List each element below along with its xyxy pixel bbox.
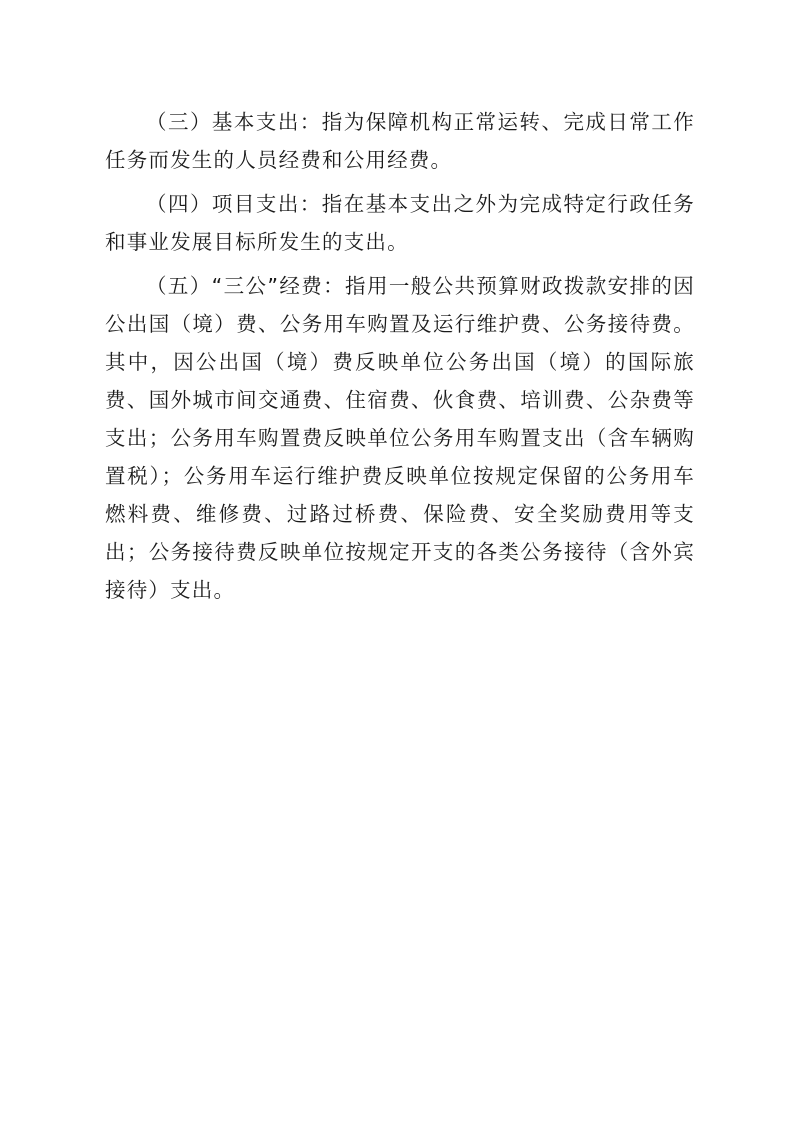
paragraph-project-expenditure: （四）项目支出：指在基本支出之外为完成特定行政任务和事业发展目标所发生的支出。 <box>105 192 695 254</box>
paragraph-three-public-expenses: （五）“三公”经费：指用一般公共预算财政拨款安排的因公出国（境）费、公务用车购置及运行维护费、公务接待费。其中，因公出国（境）费反映单位公务出国（境）的国际旅费、国外城市间交通费、住宿费、伙食费、培训费、公杂费等支出；公务用车购置费反映单位公务用车购置支出（含车辆购置税）；公务用车运行维护费反映单位按规定保留的公务用车燃料费、维修费、过路过桥费、保险费、安全奖励费用等支出；公务接待费反映单位按规定开支的各类公务接待（含外宾接待）支出。 <box>105 274 695 602</box>
document-body <box>105 103 695 615</box>
paragraph-basic-expenditure: （三）基本支出：指为保障机构正常运转、完成日常工作任务而发生的人员经费和公用经费。 <box>105 110 695 172</box>
